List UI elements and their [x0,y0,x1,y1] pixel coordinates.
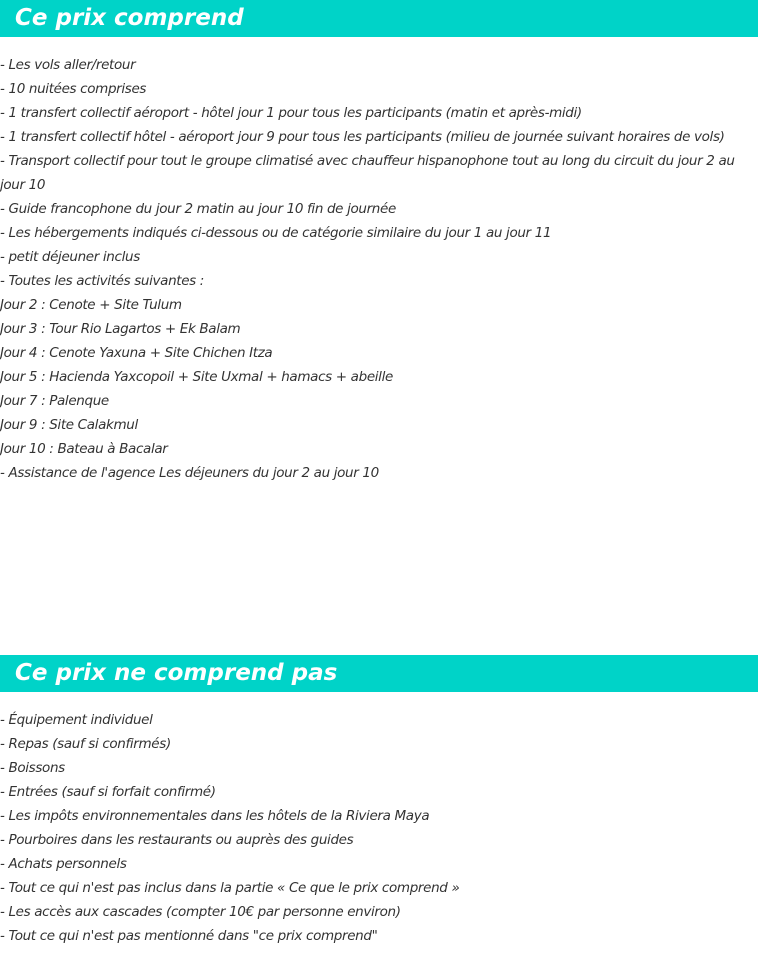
list-item: - Repas (sauf si confirmés) [0,736,171,752]
included-section-header [0,0,758,37]
list-item: - 1 transfert collectif aéroport - hôtel jour 1 pour tous les participants (matin et après-midi) [0,105,582,121]
list-item: - Toutes les activités suivantes : [0,273,204,289]
list-item: - Boissons [0,760,65,776]
excluded-section-title: Ce prix ne comprend pas [15,660,338,686]
list-item: Jour 5 : Hacienda Yaxcopoil + Site Uxmal + hamacs + abeille [0,369,393,385]
list-item: - Achats personnels [0,856,127,872]
list-item: - Équipement individuel [0,712,153,728]
excluded-section-header [0,655,758,692]
list-item: - Les vols aller/retour [0,57,136,73]
list-item: - Guide francophone du jour 2 matin au jour 10 fin de journée [0,201,396,217]
list-item: - Tout ce qui n'est pas inclus dans la partie « Ce que le prix comprend » [0,880,460,896]
list-item: Jour 4 : Cenote Yaxuna + Site Chichen Itza [0,345,273,361]
list-item: - 1 transfert collectif hôtel - aéroport jour 9 pour tous les participants (milieu de journée suivant horaires de vols) [0,129,725,145]
excluded-items-list [0,708,756,948]
list-item: - Les accès aux cascades (compter 10€ par personne environ) [0,904,401,920]
list-item: - 10 nuitées comprises [0,81,147,97]
list-item: - Transport collectif pour tout le groupe climatisé avec chauffeur hispanophone tout au long du circuit du jour 2 au jour 10 [0,153,735,193]
included-items-list [0,53,756,485]
included-section-title: Ce prix comprend [15,5,244,31]
list-item: Jour 7 : Palenque [0,393,109,409]
list-item: Jour 3 : Tour Rio Lagartos + Ek Balam [0,321,241,337]
list-item: Jour 2 : Cenote + Site Tulum [0,297,182,313]
list-item: - Les hébergements indiqués ci-dessous ou de catégorie similaire du jour 1 au jour 11 [0,225,552,241]
list-item: - Tout ce qui n'est pas mentionné dans "ce prix comprend" [0,928,378,944]
list-item: - Pourboires dans les restaurants ou auprès des guides [0,832,354,848]
list-item: - Les impôts environnementales dans les hôtels de la Riviera Maya [0,808,430,824]
list-item: - Assistance de l'agence Les déjeuners du jour 2 au jour 10 [0,465,379,481]
list-item: - petit déjeuner inclus [0,249,140,265]
list-item: Jour 9 : Site Calakmul [0,417,138,433]
list-item: - Entrées (sauf si forfait confirmé) [0,784,216,800]
list-item: Jour 10 : Bateau à Bacalar [0,441,168,457]
